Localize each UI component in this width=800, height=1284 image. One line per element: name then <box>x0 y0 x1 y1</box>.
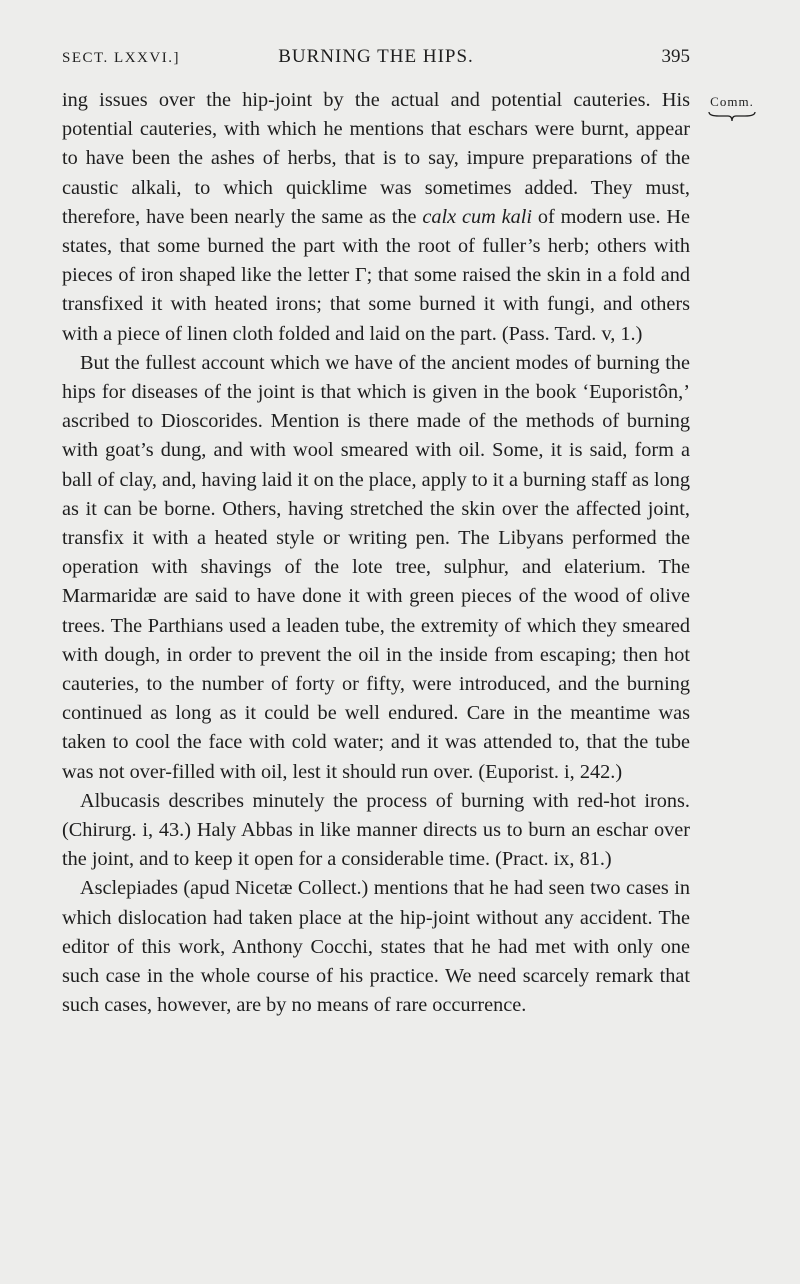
margin-note-label: Comm. <box>710 94 754 109</box>
paragraph-2 <box>62 349 690 787</box>
italic-phrase: calx cum kali <box>422 205 533 228</box>
body-text <box>62 86 690 1021</box>
text-run: Albucasis describes minutely the process of burning with red-hot irons. (Chirurg. i, 43.) Haly Abbas in like manner directs us to burn an eschar over the joint, and to keep it open for a considerable time. (Pract. ix, 81.) <box>62 789 690 871</box>
paragraph-1 <box>62 86 690 349</box>
page-number: 395 <box>661 46 690 67</box>
page-title: BURNING THE HIPS. <box>278 46 474 67</box>
text-run: Asclepiades (apud Nicetæ Collect.) mentions that he had seen two cases in which dislocation had taken place at the hip-joint without any accident. The editor of this work, Anthony Cocchi, states that he had met with only one such case in the whole course of his practice. We need scarcely remark that such cases, however, are by no means of rare occurrence. <box>62 877 690 1017</box>
paragraph-3 <box>62 787 690 875</box>
margin-note <box>702 94 762 122</box>
brace-icon <box>707 110 757 122</box>
section-label: SECT. LXXVI.] <box>62 50 180 66</box>
running-header <box>62 46 690 76</box>
paragraph-4 <box>62 874 690 1020</box>
text-run: But the fullest account which we have of the ancient modes of burning the hips for diseases of the joint is that which is given in the book ‘Euporistôn,’ ascribed to Dioscorides. Mention is there made of the methods of burning with goat’s dung, and with wool smeared with oil. Some, it is said, form a ball of clay, and, having laid it on the place, apply to it a burning staff as long as it can be borne. Others, having stretched the skin over the affected joint, transfix it with a heated style or writing pen. The Libyans performed the operation with shavings of the lote tree, sulphur, and elaterium. The Marmaridæ are said to have done it with green pieces of the wood of olive trees. The Parthians used a leaden tube, the extremity of which they smeared with dough, in order to prevent the oil in the inside from escaping; then hot cauteries, to the number of forty or fifty, were introduced, and the burning continued as long as it could be well endured. Care in the meantime was taken to cool the face with cold water; and it was attended to, that the tube was not over-filled with oil, lest it should run over. (Euporist. i, 242.) <box>62 351 690 783</box>
text-run: ing issues over the hip-joint by the actual and potential cauteries. His potential cauteries, with which he mentions that eschars were burnt, appear to have been the ashes of herbs, that is to say, impure preparations of the caustic alkali, to which quicklime was sometimes added. They must, therefore, have been nearly the same as the <box>62 89 690 228</box>
text-run: of modern use. He states, that some burned the part with the root of fuller’s herb; others with pieces of iron shaped like the letter Γ; that some raised the skin in a fold and transfixed it with heated irons; that some burned it with fungi, and others with a piece of linen cloth folded and laid on the part. (Pass. Tard. v, 1.) <box>62 205 690 345</box>
